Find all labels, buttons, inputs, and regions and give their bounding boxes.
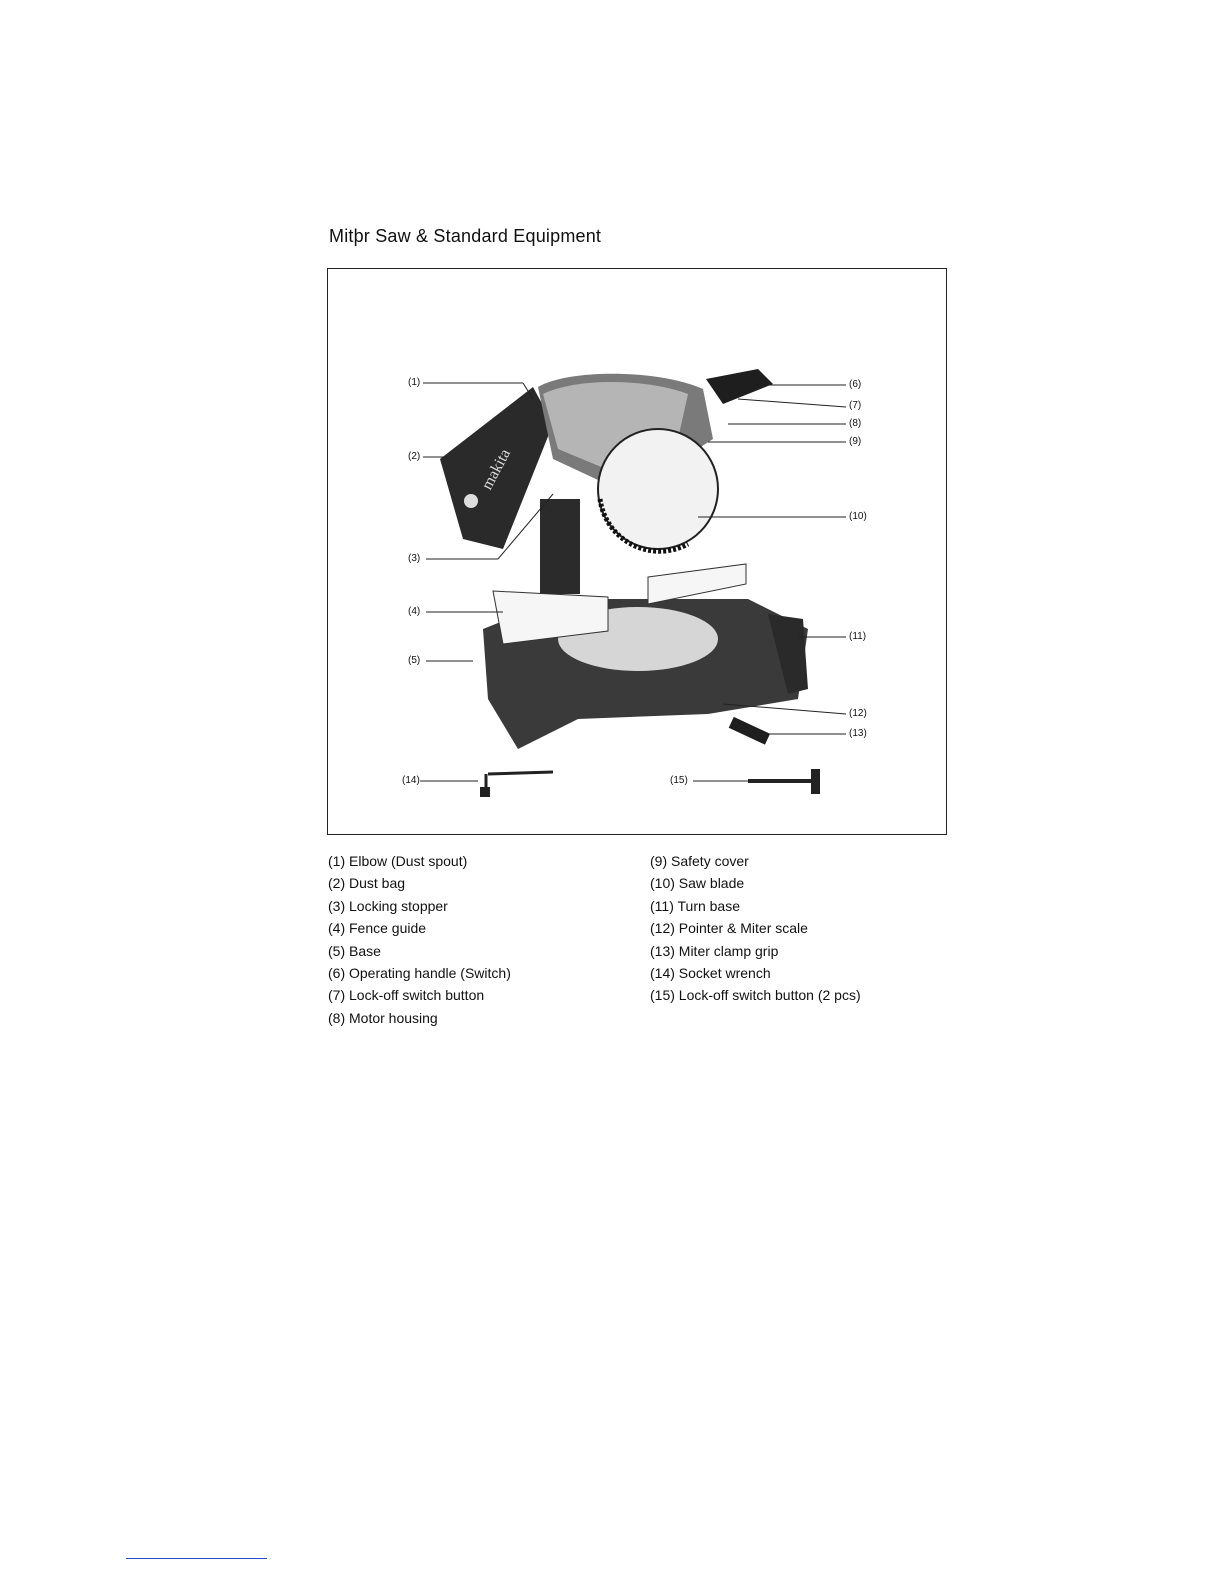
legend-item: (5) Base [328,942,381,959]
legend-item: (14) Socket wrench [650,965,771,982]
legend-left-column [328,850,511,1029]
legend-right-column [650,850,861,1007]
legend-item: (6) Operating handle (Switch) [328,965,511,982]
callout-15: (15) [670,775,688,786]
socket-wrench-drawing [480,772,553,797]
legend-item: (10) Saw blade [650,875,745,892]
callout-2: (2) [408,451,421,462]
callout-8: (8) [849,418,862,429]
callout-7: (7) [849,400,862,411]
callout-6: (6) [849,379,862,390]
legend-item: (2) Dust bag [328,875,406,892]
legend-item: (1) Elbow (Dust spout) [328,853,468,869]
callout-3: (3) [408,553,421,564]
saw-blade [598,429,718,551]
section-title: Mitþr Saw & Standard Equipment [329,226,602,246]
miter-saw-illustration [328,269,948,836]
legend-item: (9) Safety cover [650,853,749,869]
legend-item: (8) Motor housing [328,1009,438,1026]
callout-4: (4) [408,606,421,617]
legend-item: (4) Fence guide [328,920,427,937]
fence-guide-right [648,564,746,604]
callout-14: (14) [402,775,420,786]
callout-9: (9) [849,436,862,447]
callout-12: (12) [849,708,867,719]
legend-item: (3) Locking stopper [328,897,448,914]
callout-5: (5) [408,655,421,666]
footer-rule [126,1558,267,1559]
dust-bag-brand: makita [478,446,515,493]
legend-item: (12) Pointer & Miter scale [650,920,808,937]
callout-1: (1) [408,377,421,388]
lock-off-buttons-drawing [748,769,820,794]
callout-10: (10) [849,511,867,522]
arm-column [540,499,580,594]
miter-clamp-grip [729,717,770,745]
dust-bag [440,387,553,549]
legend-item: (15) Lock-off switch button (2 pcs) [650,987,861,1004]
callout-13: (13) [849,728,867,739]
figure-frame [327,268,947,835]
legend-item: (13) Miter clamp grip [650,942,779,959]
legend-item: (7) Lock-off switch button [328,987,485,1004]
legend-item: (11) Turn base [650,897,741,914]
callout-11: (11) [849,631,867,642]
